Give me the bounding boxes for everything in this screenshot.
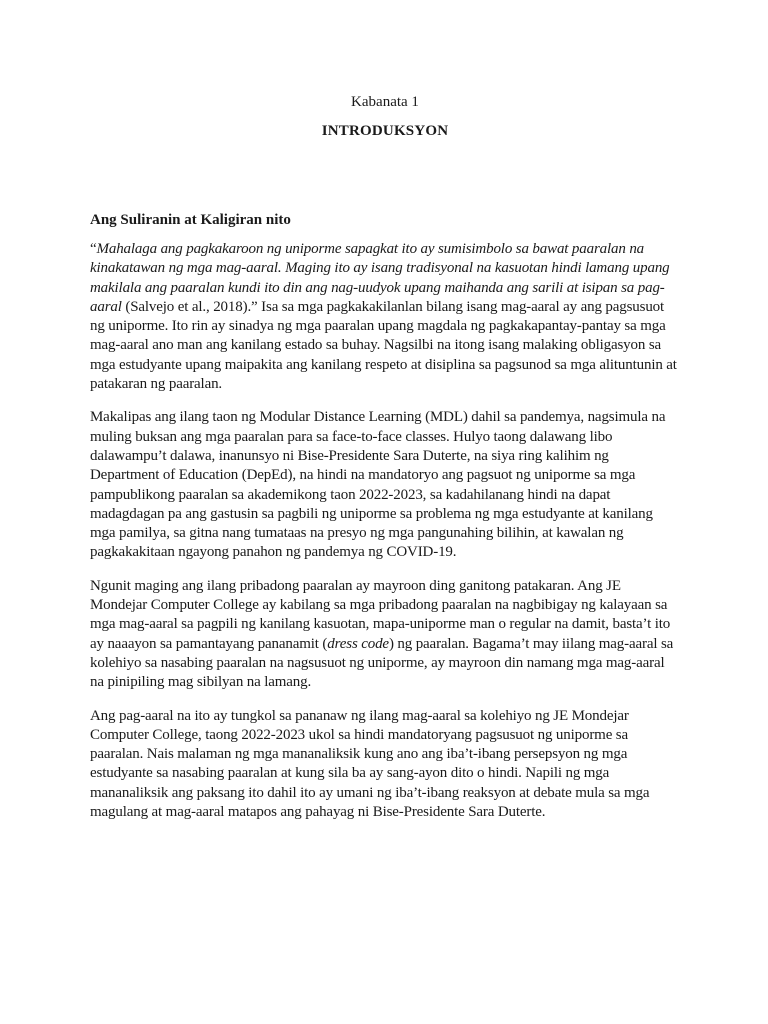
paragraph-3-before: Ngunit maging ang ilang pribadong paaralan ay mayroon ding ganitong patakaran. Ang JE Mondejar Computer College ay kabilang sa mga pribadong paaralan na nagbibigay ng kalayaan sa mga mag-aaral sa pagpili ng kanilang kasuotan, mapa-uniporme man o regular na damit, basta’t ito ay naaayon sa pamantayang pananamit ( xyxy=(90,577,671,652)
quoted-text: Mahalaga ang pagkakaroon ng uniporme sapagkat ito ay sumisimbolo sa bawat paaralan na kinakatawan ng mga mag-aaral. Maging ito ay isang tradisyonal na kasuotan hindi lamang upang makilala ang paaralan kundi ito din ang nag-uudyok upang maihanda ang sarili at isipan sa pag-aaral xyxy=(90,241,670,315)
document-page xyxy=(90,0,680,1024)
document-body xyxy=(90,240,680,836)
section-heading: Ang Suliranin at Kaligiran nito xyxy=(90,212,291,228)
dress-code-term: dress code xyxy=(327,635,389,652)
paragraph-3-after: ) ng paaralan. Bagama’t may iilang mag-aaral sa kolehiyo sa nasabing paaralan na nagsusuot ng uniporme, ay mayroon din namang mga mag-aaral na pinipiling mag sibilyan na lamang. xyxy=(90,635,674,691)
paragraph-2: Makalipas ang ilang taon ng Modular Distance Learning (MDL) dahil sa pandemya, nagsimula na muling buksan ang mga paaralan para sa face-to-face classes. Hulyo taong dalawang libo dalawampu’t dalawa, inanunsyo ni Bise-Presidente Sara Duterte, na siya ring kalihim ng Department of Education (DepEd), na hindi na mandatoryo ang pagsuot ng uniporme sa mga pampublikong paaralan sa akademikong taon 2022-2023, sa kadahilanang hindi na dapat madagdagan pa ang gastusin sa pagbili ng uniporme sa problema ng mga estudyante at kanilang mga pamilya, sa gitna nang tumataas na presyo ng mga pangunahing bilihin, at kawalan ng pagkakakitaan ngayong panahon ng pandemya ng COVID-19. xyxy=(90,409,666,561)
chapter-label: Kabanata 1 xyxy=(351,94,419,110)
chapter-title: INTRODUKSYON xyxy=(321,123,449,139)
citation: (Salvejo et al., 2018).” xyxy=(121,298,262,315)
paragraph-3 xyxy=(90,577,680,693)
paragraph-1 xyxy=(90,240,680,394)
paragraph-1-rest: Isa sa mga pagkakakilanlan bilang isang mag-aaral ay ang pagsusuot ng uniporme. Ito rin ay sinadya ng mga paaralan upang magdala ng pagkakapantay-pantay sa mga mag-aaral ano man ang kanilang estado sa buhay. Nagsilbi na itong isang malaking obligasyon sa mga estudyante upang maipakita ang kanilang respeto at disiplina sa pagsunod sa mga alituntunin at patakaran ng paaralan. xyxy=(90,298,677,393)
paragraph-4: Ang pag-aaral na ito ay tungkol sa pananaw ng ilang mag-aaral sa kolehiyo ng JE Mondejar Computer College, taong 2022-2023 ukol sa hindi mandatoryang pagsusuot ng uniporme sa paaralan. Nais malaman ng mga mananaliksik kung ano ang iba’t-ibang persepsyon ng mga estudyante sa nasabing paaralan at kung sila ba ay sang-ayon dito o hindi. Napili ng mga mananaliksik ang paksang ito dahil ito ay umani ng iba’t-ibang reaksyon at debate mula sa mga magulang at mag-aaral matapos ang pahayag ni Bise-Presidente Sara Duterte. xyxy=(90,707,650,821)
open-quote: “ xyxy=(90,241,97,257)
